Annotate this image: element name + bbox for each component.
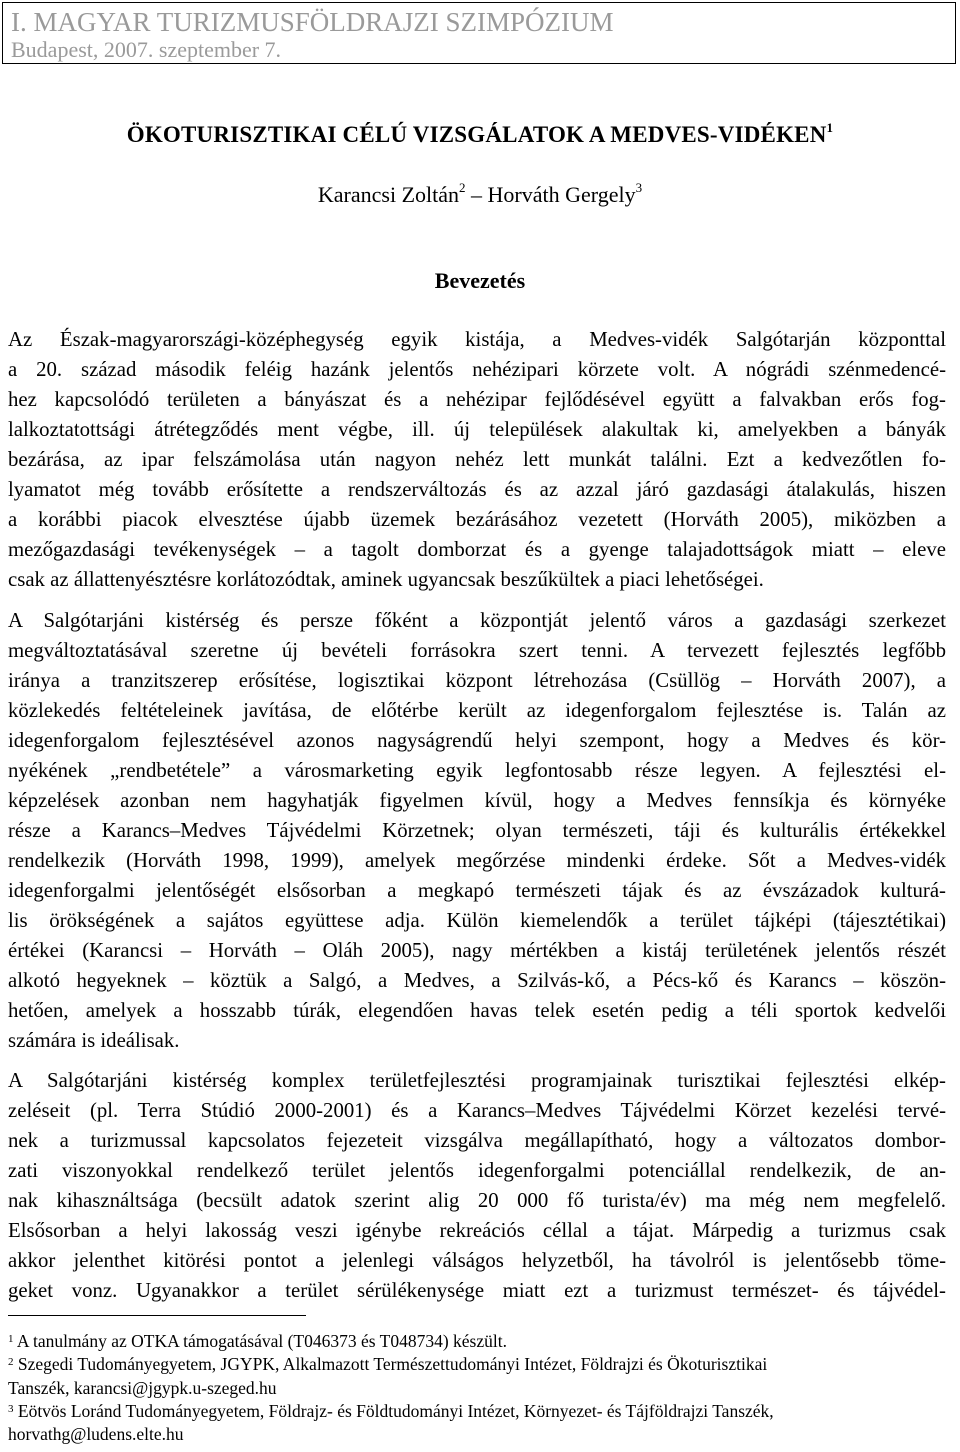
footnote [8,1353,946,1376]
footnote-email[interactable]: horvathg@ludens.elte.hu [8,1424,184,1445]
paper-title [0,122,960,148]
footnote-number: 1 [8,1333,14,1345]
text-line: csak az állattenyésztésre korlátozódtak, aminek ugyancsak beszűkültek a piaci lehetőségei. [8,568,764,591]
footnote-marker: 1 [826,120,834,135]
text-line: geket vonz. Ugyanakkor a terület sérülékenysége miatt ezt a turizmust természet- és tájvédel- [8,1279,946,1302]
text-line: A Salgótarjáni kistérség és persze főként a központját jelentő város a gazdasági szerkezet [8,609,946,632]
text-line: idegenforgalom fejlesztésével azonos nagyságrendű helyi szempont, hogy a Medves és kör- [8,729,946,752]
footnote [8,1377,946,1400]
text-line: Elsősorban a helyi lakosság veszi igénybe rekreációs céllal a tájat. Márpedig a turizmus csak [8,1219,946,1242]
text-line: nek a turizmussal kapcsolatos fejezeteit vizsgálva megállapítható, hogy a változatos dombor- [8,1129,946,1152]
text-line: Az Észak-magyarországi-középhegység egyik kistája, a Medves-vidék Salgótarján központtal [8,328,946,351]
text-line: megváltoztatásával szeretne új bevételi forrásokra szert tenni. A tervezett fejlesztés legfőbb [8,639,946,662]
text-line: idegenforgalmi jelentőségét elsősorban a megkapó természeti tájak és az évszázadok kulturá- [8,879,946,902]
footnote-text: A tanulmány az OTKA támogatásával (T046373 és T048734) készült. [13,1331,507,1351]
text-line: nak kihasználtsága (becsült adatok szerint alig 20 000 fő turista/év) ma még nem megfelelő. [8,1189,946,1212]
text-line: alkotó hegyeknek – köztük a Salgó, a Medves, a Szilvás-kő, a Pécs-kő és Karancs – köszön- [8,969,946,992]
text-line: bezárása, az ipar felszámolása után nagyon nehéz lett munkát találni. Ezt a kedvezőtlen fo- [8,448,946,471]
footnote-number: 2 [8,1356,14,1369]
paragraph [8,325,946,595]
author-line [0,182,960,208]
footnote [8,1423,946,1446]
text-line: értékei (Karancsi – Horváth – Oláh 2005), nagy mértékben a kistáj területének jelentős részét [8,939,946,962]
text-line: mezőgazdasági tevékenységek – a tagolt domborzat és a gyenge talajadottságok miatt – eleve [8,538,946,561]
text-line: a korábbi piacok elvesztése újabb üzemek bezárásához vezetett (Horváth 2005), miközben a [8,508,946,531]
text-line: akkor jelenthet kitörési pontot a jelenlegi válságos helyzetből, ha távolról is jelentősebb töme- [8,1249,946,1272]
footnote [8,1400,946,1423]
text-line: lis örökségének a sajátos együttese adja. Külön kiemelendők a terület tájképi (tájesztétikai) [8,909,946,932]
section-heading: Bevezetés [434,268,526,293]
text-line: lyamatot még tovább erősítette a rendszerváltozás és az azzal járó gazdasági átalakulás, hiszen [8,478,946,501]
text-line: iránya a tranzitszerep erősítése, logisztikai központ létrehozása (Csüllög – Horváth 2007), a [8,669,946,692]
footnote-marker: 2 [459,180,466,195]
footnote-number: 3 [8,1402,14,1415]
text-line: hez kapcsolódó területen a bányászat és a nehézipar fejlődésével együtt a falvakban erős fog- [8,388,946,411]
text-line: része a Karancs–Medves Tájvédelmi Körzetnek; olyan természeti, táji és kulturális értékekkel [8,819,946,842]
footnote-text: Szegedi Tudományegyetem, JGYPK, Alkalmazott Természettudományi Intézet, Földrajzi és Ökoturisztikai [13,1354,768,1375]
conference-date: Budapest, 2007. szeptember 7. [11,37,282,62]
text-line: zeléseit (pl. Terra Stúdió 2000-2001) és a Karancs–Medves Tájvédelmi Körzet kezelési tervé- [8,1099,946,1122]
footnote-text: Eötvös Loránd Tudományegyetem, Földrajz- és Földtudományi Intézet, Környezet- és Tájföldrajzi Tanszék, [13,1400,774,1421]
footnotes [8,1330,946,1446]
footnote-divider [8,1315,306,1316]
paper-title-text: ÖKOTURISZTIKAI CÉLÚ VIZSGÁLATOK A MEDVES-VIDÉKEN [126,122,827,147]
author-name: Karancsi Zoltán [317,182,460,207]
text-line: nyékének „rendbetétele” a városmarketing egyik legfontosabb része legyen. A fejlesztési el- [8,759,946,782]
footnote [8,1330,946,1353]
text-line: képzelések azonban nem hagyhatják figyelmen kívül, hogy a Medves fennsíkja és környéke [8,789,946,812]
text-line: rendelkezik (Horváth 1998, 1999), amelyek megőrzése mindenki érdeke. Sőt a Medves-vidék [8,849,946,872]
text-line: lalkoztatottsági átrétegződés ment végbe, ill. új települések alakultak ki, amelyekben a bányák [8,418,946,441]
text-line: számára is ideálisak. [8,1029,180,1052]
paragraph [8,606,946,1056]
text-line: közlekedés feltételeinek javítása, de előtérbe került az idegenforgalom fejlesztése is. Talán az [8,699,946,722]
text-line: a 20. század második feléig hazánk jelentős nehézipari körzete volt. A nógrádi szénmedencé- [8,358,946,381]
conference-header [2,2,956,64]
conference-title: I. MAGYAR TURIZMUSFÖLDRAJZI SZIMPÓZIUM [11,7,614,37]
author-separator: – [465,182,488,207]
text-line: zati viszonyokkal rendelkező terület jelentős idegenforgalmi potenciállal rendelkezik, de an- [8,1159,946,1182]
paragraph [8,1066,946,1306]
footnote-email[interactable]: Tanszék, karancsi@jgypk.u-szeged.hu [8,1377,277,1398]
text-line: A Salgótarjáni kistérség komplex területfejlesztési programjainak turisztikai fejlesztési elkép- [8,1069,946,1092]
footnote-marker: 3 [635,180,643,195]
text-line: hetően, amelyek a hosszabb túrák, elegendően havas telek esetén pedig a téli sportok kedvelői [8,999,946,1022]
author-name: Horváth Gergely [487,182,636,207]
